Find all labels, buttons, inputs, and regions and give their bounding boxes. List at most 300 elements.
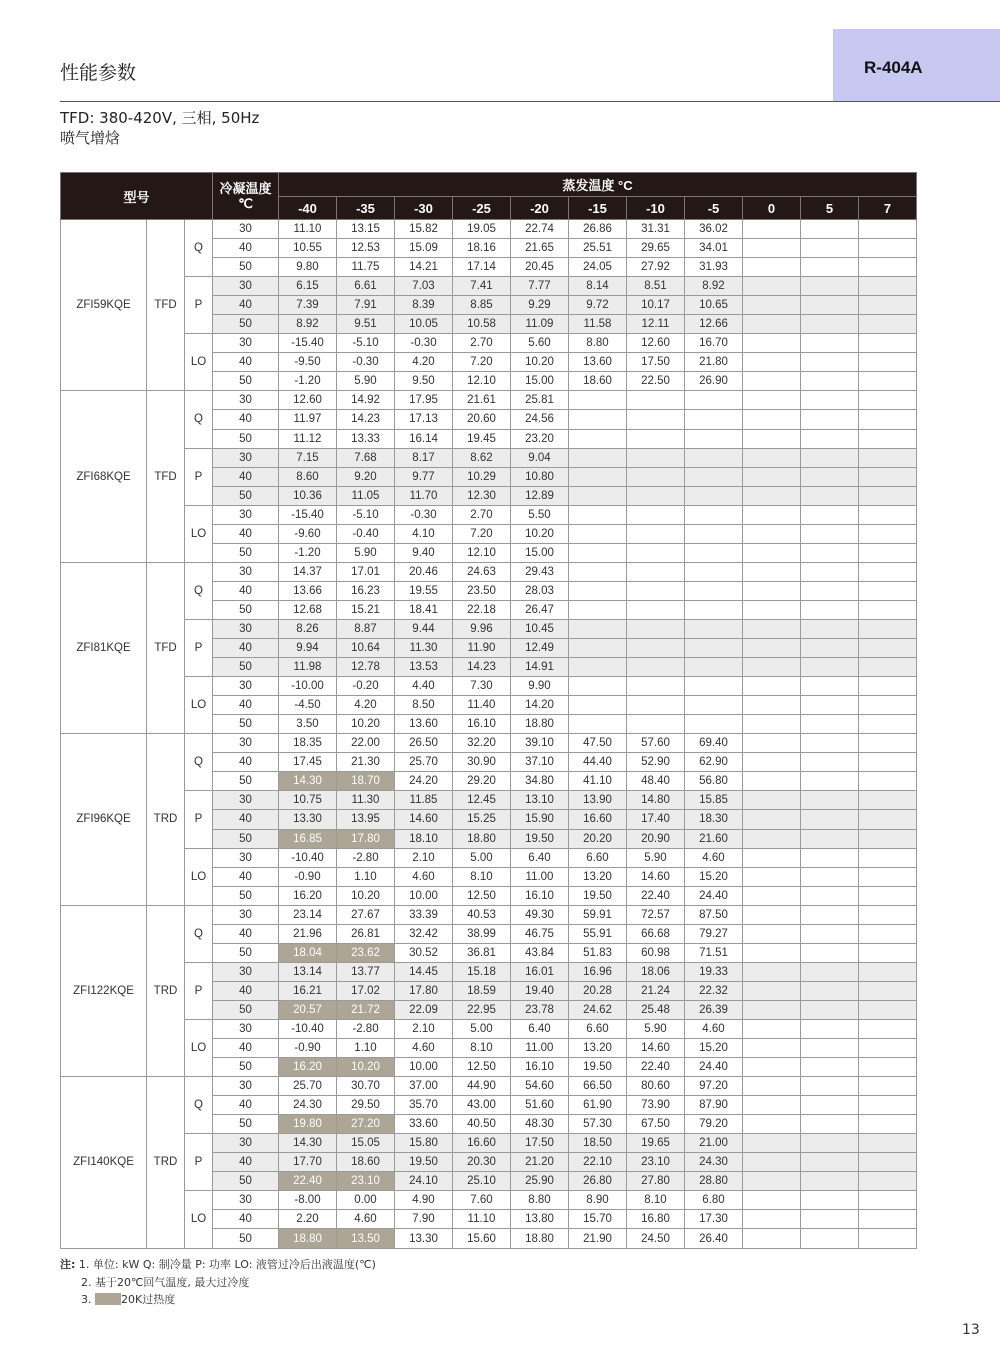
value-cell: 8.39 — [395, 296, 453, 315]
value-cell: 18.80 — [511, 715, 569, 734]
value-cell: 13.66 — [279, 581, 337, 600]
condensing-temp: 50 — [213, 715, 279, 734]
value-cell: 30.90 — [453, 753, 511, 772]
value-cell: 19.05 — [453, 220, 511, 239]
header-rule — [60, 101, 1000, 102]
value-cell: 24.30 — [279, 1096, 337, 1115]
value-cell: 18.60 — [569, 372, 627, 391]
value-cell: 15.00 — [511, 543, 569, 562]
value-cell: 11.00 — [511, 1039, 569, 1058]
model-type: TFD — [147, 220, 185, 391]
value-cell — [743, 1172, 801, 1191]
value-cell — [859, 886, 917, 905]
value-cell — [859, 448, 917, 467]
value-cell: 10.65 — [685, 296, 743, 315]
value-cell: 33.60 — [395, 1115, 453, 1134]
value-cell: 18.60 — [337, 1153, 395, 1172]
value-cell: -10.00 — [279, 677, 337, 696]
value-cell — [743, 734, 801, 753]
value-cell: -0.20 — [337, 677, 395, 696]
table-row — [61, 220, 917, 239]
value-cell: 9.77 — [395, 467, 453, 486]
value-cell — [743, 277, 801, 296]
value-cell: 71.51 — [685, 943, 743, 962]
value-cell — [801, 619, 859, 638]
value-cell — [743, 543, 801, 562]
condensing-temp: 50 — [213, 1058, 279, 1077]
value-cell: 79.20 — [685, 1115, 743, 1134]
value-cell — [859, 1115, 917, 1134]
table-row — [61, 1134, 917, 1153]
value-cell: 21.90 — [569, 1229, 627, 1248]
condensing-temp: 30 — [213, 1134, 279, 1153]
value-cell: 1.10 — [337, 1039, 395, 1058]
value-cell — [743, 772, 801, 791]
value-cell — [801, 467, 859, 486]
value-cell: 7.90 — [395, 1210, 453, 1229]
value-cell: 15.09 — [395, 239, 453, 258]
value-cell: -10.40 — [279, 848, 337, 867]
value-cell — [743, 258, 801, 277]
value-cell: 14.92 — [337, 391, 395, 410]
value-cell: 21.72 — [337, 1000, 395, 1019]
value-cell — [859, 543, 917, 562]
value-cell: 11.09 — [511, 315, 569, 334]
value-cell: 15.00 — [511, 372, 569, 391]
value-cell — [859, 1000, 917, 1019]
evap-temp-col: -15 — [569, 197, 627, 220]
value-cell: 8.85 — [453, 296, 511, 315]
value-cell: 15.20 — [685, 867, 743, 886]
condensing-temp: 30 — [213, 1019, 279, 1038]
value-cell — [685, 696, 743, 715]
condensing-temp: 40 — [213, 1096, 279, 1115]
value-cell: 69.40 — [685, 734, 743, 753]
value-cell — [743, 639, 801, 658]
value-cell — [743, 886, 801, 905]
model-name: ZFI140KQE — [61, 1077, 147, 1248]
value-cell: 55.91 — [569, 924, 627, 943]
value-cell: -0.40 — [337, 524, 395, 543]
value-cell: 52.90 — [627, 753, 685, 772]
value-cell: 11.10 — [279, 220, 337, 239]
evap-temp-col: 7 — [859, 197, 917, 220]
value-cell: 57.30 — [569, 1115, 627, 1134]
value-cell: 4.60 — [395, 867, 453, 886]
value-cell: 12.60 — [627, 334, 685, 353]
value-cell — [801, 791, 859, 810]
value-cell: 48.30 — [511, 1115, 569, 1134]
condensing-temp: 50 — [213, 1229, 279, 1248]
value-cell: 73.90 — [627, 1096, 685, 1115]
value-cell: 18.59 — [453, 981, 511, 1000]
parameter-label: P — [185, 962, 213, 1019]
value-cell — [685, 639, 743, 658]
value-cell: 7.39 — [279, 296, 337, 315]
value-cell: 16.10 — [511, 886, 569, 905]
value-cell — [859, 1172, 917, 1191]
value-cell: 17.13 — [395, 410, 453, 429]
table-row — [61, 1077, 917, 1096]
value-cell: -0.90 — [279, 867, 337, 886]
value-cell: 13.95 — [337, 810, 395, 829]
value-cell: 24.40 — [685, 1058, 743, 1077]
evap-temp-col: -35 — [337, 197, 395, 220]
value-cell: 46.75 — [511, 924, 569, 943]
value-cell: 2.70 — [453, 505, 511, 524]
parameter-label: P — [185, 1134, 213, 1191]
value-cell: 10.17 — [627, 296, 685, 315]
value-cell — [801, 962, 859, 981]
value-cell: 9.44 — [395, 619, 453, 638]
condensing-temp: 30 — [213, 505, 279, 524]
value-cell: 11.58 — [569, 315, 627, 334]
value-cell — [685, 677, 743, 696]
value-cell: 7.60 — [453, 1191, 511, 1210]
evap-temp-col: -30 — [395, 197, 453, 220]
value-cell: 23.14 — [279, 905, 337, 924]
value-cell: 16.23 — [337, 581, 395, 600]
value-cell — [685, 562, 743, 581]
value-cell: 9.20 — [337, 467, 395, 486]
value-cell — [859, 258, 917, 277]
evap-temp-col: -5 — [685, 197, 743, 220]
value-cell: 13.60 — [395, 715, 453, 734]
value-cell: 6.15 — [279, 277, 337, 296]
value-cell: 13.20 — [569, 867, 627, 886]
value-cell: 12.30 — [453, 486, 511, 505]
value-cell: 23.50 — [453, 581, 511, 600]
value-cell: 24.20 — [395, 772, 453, 791]
value-cell: 8.10 — [453, 1039, 511, 1058]
value-cell — [685, 524, 743, 543]
value-cell: 11.75 — [337, 258, 395, 277]
value-cell — [859, 1019, 917, 1038]
value-cell: 22.40 — [627, 886, 685, 905]
value-cell: 12.49 — [511, 639, 569, 658]
value-cell: 30.70 — [337, 1077, 395, 1096]
value-cell — [627, 715, 685, 734]
value-cell — [801, 1134, 859, 1153]
value-cell: 22.18 — [453, 600, 511, 619]
value-cell — [569, 600, 627, 619]
value-cell: 25.48 — [627, 1000, 685, 1019]
value-cell: -4.50 — [279, 696, 337, 715]
value-cell — [801, 1191, 859, 1210]
value-cell: 12.50 — [453, 886, 511, 905]
value-cell: 27.20 — [337, 1115, 395, 1134]
parameter-label: P — [185, 448, 213, 505]
value-cell: 12.66 — [685, 315, 743, 334]
model-type: TRD — [147, 905, 185, 1076]
value-cell — [743, 791, 801, 810]
condensing-temp: 30 — [213, 619, 279, 638]
value-cell: 16.20 — [279, 1058, 337, 1077]
evap-temp-col: -40 — [279, 197, 337, 220]
value-cell — [743, 848, 801, 867]
value-cell — [569, 543, 627, 562]
value-cell: 20.30 — [453, 1153, 511, 1172]
value-cell: 13.60 — [569, 353, 627, 372]
value-cell: 4.60 — [685, 1019, 743, 1038]
value-cell: 13.50 — [337, 1229, 395, 1248]
value-cell: 12.11 — [627, 315, 685, 334]
value-cell: 31.93 — [685, 258, 743, 277]
value-cell — [801, 829, 859, 848]
value-cell: 28.80 — [685, 1172, 743, 1191]
value-cell — [859, 467, 917, 486]
parameter-label: LO — [185, 1019, 213, 1076]
technology-line: 喷气增焓 — [60, 129, 121, 147]
value-cell: 18.80 — [453, 829, 511, 848]
value-cell: 20.60 — [453, 410, 511, 429]
value-cell — [627, 524, 685, 543]
value-cell — [743, 353, 801, 372]
value-cell: 11.00 — [511, 867, 569, 886]
value-cell — [627, 486, 685, 505]
value-cell — [569, 696, 627, 715]
value-cell: 23.62 — [337, 943, 395, 962]
value-cell — [627, 600, 685, 619]
parameter-label: P — [185, 791, 213, 848]
value-cell — [743, 867, 801, 886]
value-cell: 15.25 — [453, 810, 511, 829]
value-cell: 16.60 — [569, 810, 627, 829]
parameter-label: LO — [185, 1191, 213, 1248]
condensing-temp: 30 — [213, 562, 279, 581]
value-cell: 9.80 — [279, 258, 337, 277]
value-cell: 87.90 — [685, 1096, 743, 1115]
parameter-label: Q — [185, 734, 213, 791]
value-cell — [801, 372, 859, 391]
value-cell — [859, 943, 917, 962]
value-cell: 8.60 — [279, 467, 337, 486]
value-cell — [685, 429, 743, 448]
value-cell — [801, 658, 859, 677]
value-cell: -0.30 — [395, 334, 453, 353]
value-cell — [743, 905, 801, 924]
value-cell: -2.80 — [337, 848, 395, 867]
value-cell: 6.80 — [685, 1191, 743, 1210]
value-cell: 19.65 — [627, 1134, 685, 1153]
value-cell: 6.40 — [511, 848, 569, 867]
value-cell: 19.33 — [685, 962, 743, 981]
value-cell: 25.90 — [511, 1172, 569, 1191]
value-cell — [743, 962, 801, 981]
value-cell: 66.68 — [627, 924, 685, 943]
value-cell: 13.30 — [279, 810, 337, 829]
condensing-temp: 50 — [213, 600, 279, 619]
value-cell: 26.40 — [685, 1229, 743, 1248]
condensing-temp: 40 — [213, 753, 279, 772]
value-cell: 24.56 — [511, 410, 569, 429]
value-cell — [801, 315, 859, 334]
value-cell — [859, 372, 917, 391]
value-cell: 7.03 — [395, 277, 453, 296]
value-cell — [743, 315, 801, 334]
value-cell: 20.28 — [569, 981, 627, 1000]
value-cell: 19.50 — [569, 1058, 627, 1077]
value-cell: 51.83 — [569, 943, 627, 962]
value-cell: -2.80 — [337, 1019, 395, 1038]
value-cell: -10.40 — [279, 1019, 337, 1038]
value-cell: 18.04 — [279, 943, 337, 962]
value-cell: 61.90 — [569, 1096, 627, 1115]
value-cell — [859, 791, 917, 810]
value-cell: 33.39 — [395, 905, 453, 924]
value-cell — [569, 658, 627, 677]
value-cell: 8.92 — [685, 277, 743, 296]
value-cell — [859, 1153, 917, 1172]
note-highlight-prefix: 3. — [81, 1293, 92, 1306]
value-cell: 36.81 — [453, 943, 511, 962]
value-cell: 18.80 — [511, 1229, 569, 1248]
value-cell: 10.05 — [395, 315, 453, 334]
value-cell: 4.20 — [337, 696, 395, 715]
value-cell: 25.51 — [569, 239, 627, 258]
value-cell: 67.50 — [627, 1115, 685, 1134]
value-cell: 1.10 — [337, 867, 395, 886]
value-cell: 30.52 — [395, 943, 453, 962]
value-cell: 10.80 — [511, 467, 569, 486]
value-cell — [743, 1134, 801, 1153]
page-number: 13 — [962, 1322, 980, 1338]
value-cell: 17.30 — [685, 1210, 743, 1229]
value-cell: 66.50 — [569, 1077, 627, 1096]
model-type: TFD — [147, 391, 185, 562]
value-cell: 8.50 — [395, 696, 453, 715]
value-cell — [627, 639, 685, 658]
value-cell — [859, 315, 917, 334]
value-cell: 7.77 — [511, 277, 569, 296]
value-cell — [859, 1077, 917, 1096]
value-cell — [801, 448, 859, 467]
value-cell — [743, 1058, 801, 1077]
value-cell — [859, 581, 917, 600]
value-cell: 5.90 — [627, 848, 685, 867]
value-cell: 23.10 — [337, 1172, 395, 1191]
value-cell — [627, 658, 685, 677]
value-cell: 18.10 — [395, 829, 453, 848]
value-cell — [859, 1039, 917, 1058]
value-cell — [685, 486, 743, 505]
value-cell: 32.20 — [453, 734, 511, 753]
value-cell: 13.33 — [337, 429, 395, 448]
footnotes — [60, 1256, 376, 1309]
value-cell: 60.98 — [627, 943, 685, 962]
value-cell — [859, 772, 917, 791]
value-cell — [859, 810, 917, 829]
value-cell — [569, 486, 627, 505]
value-cell — [801, 734, 859, 753]
value-cell: 34.80 — [511, 772, 569, 791]
value-cell: 17.80 — [337, 829, 395, 848]
condensing-temp: 50 — [213, 1172, 279, 1191]
value-cell — [569, 639, 627, 658]
value-cell — [743, 372, 801, 391]
value-cell: 14.30 — [279, 1134, 337, 1153]
value-cell: 5.00 — [453, 848, 511, 867]
value-cell — [743, 410, 801, 429]
value-cell: 14.20 — [511, 696, 569, 715]
condensing-temp: 40 — [213, 924, 279, 943]
parameter-label: LO — [185, 505, 213, 562]
value-cell: 13.15 — [337, 220, 395, 239]
value-cell: 72.57 — [627, 905, 685, 924]
parameter-label: Q — [185, 1077, 213, 1134]
value-cell — [801, 810, 859, 829]
value-cell: 4.10 — [395, 524, 453, 543]
value-cell: 12.50 — [453, 1058, 511, 1077]
value-cell: 11.10 — [453, 1210, 511, 1229]
condensing-temp: 40 — [213, 867, 279, 886]
value-cell — [569, 581, 627, 600]
value-cell: 25.70 — [279, 1077, 337, 1096]
value-cell: -5.10 — [337, 505, 395, 524]
value-cell: 7.20 — [453, 524, 511, 543]
model-header: 型号 — [61, 173, 213, 220]
value-cell: 15.21 — [337, 600, 395, 619]
value-cell — [801, 220, 859, 239]
value-cell: 13.30 — [395, 1229, 453, 1248]
value-cell: 12.10 — [453, 543, 511, 562]
value-cell — [801, 581, 859, 600]
value-cell: 13.20 — [569, 1039, 627, 1058]
value-cell — [859, 1134, 917, 1153]
value-cell — [627, 429, 685, 448]
evap-temp-col: -25 — [453, 197, 511, 220]
value-cell: 16.60 — [453, 1134, 511, 1153]
value-cell — [743, 1000, 801, 1019]
value-cell — [743, 1229, 801, 1248]
page-title: 性能参数 — [60, 62, 137, 84]
value-cell — [569, 715, 627, 734]
value-cell: 14.30 — [279, 772, 337, 791]
value-cell: 12.78 — [337, 658, 395, 677]
value-cell: 57.60 — [627, 734, 685, 753]
value-cell: 48.40 — [627, 772, 685, 791]
table-row — [61, 277, 917, 296]
value-cell — [801, 848, 859, 867]
value-cell — [743, 658, 801, 677]
value-cell: 14.45 — [395, 962, 453, 981]
value-cell — [859, 905, 917, 924]
value-cell: 13.14 — [279, 962, 337, 981]
value-cell — [743, 1153, 801, 1172]
value-cell — [859, 848, 917, 867]
table-row — [61, 562, 917, 581]
value-cell: 10.20 — [511, 524, 569, 543]
value-cell — [801, 1210, 859, 1229]
value-cell: 22.00 — [337, 734, 395, 753]
value-cell: 44.90 — [453, 1077, 511, 1096]
value-cell — [627, 581, 685, 600]
value-cell: -15.40 — [279, 505, 337, 524]
value-cell — [685, 410, 743, 429]
value-cell — [627, 467, 685, 486]
value-cell — [743, 524, 801, 543]
value-cell — [801, 239, 859, 258]
value-cell: 79.27 — [685, 924, 743, 943]
value-cell — [569, 524, 627, 543]
value-cell: 19.45 — [453, 429, 511, 448]
value-cell: 12.10 — [453, 372, 511, 391]
value-cell: 2.10 — [395, 1019, 453, 1038]
value-cell: 41.10 — [569, 772, 627, 791]
value-cell: 21.80 — [685, 353, 743, 372]
condensing-temp: 50 — [213, 943, 279, 962]
value-cell: 2.10 — [395, 848, 453, 867]
